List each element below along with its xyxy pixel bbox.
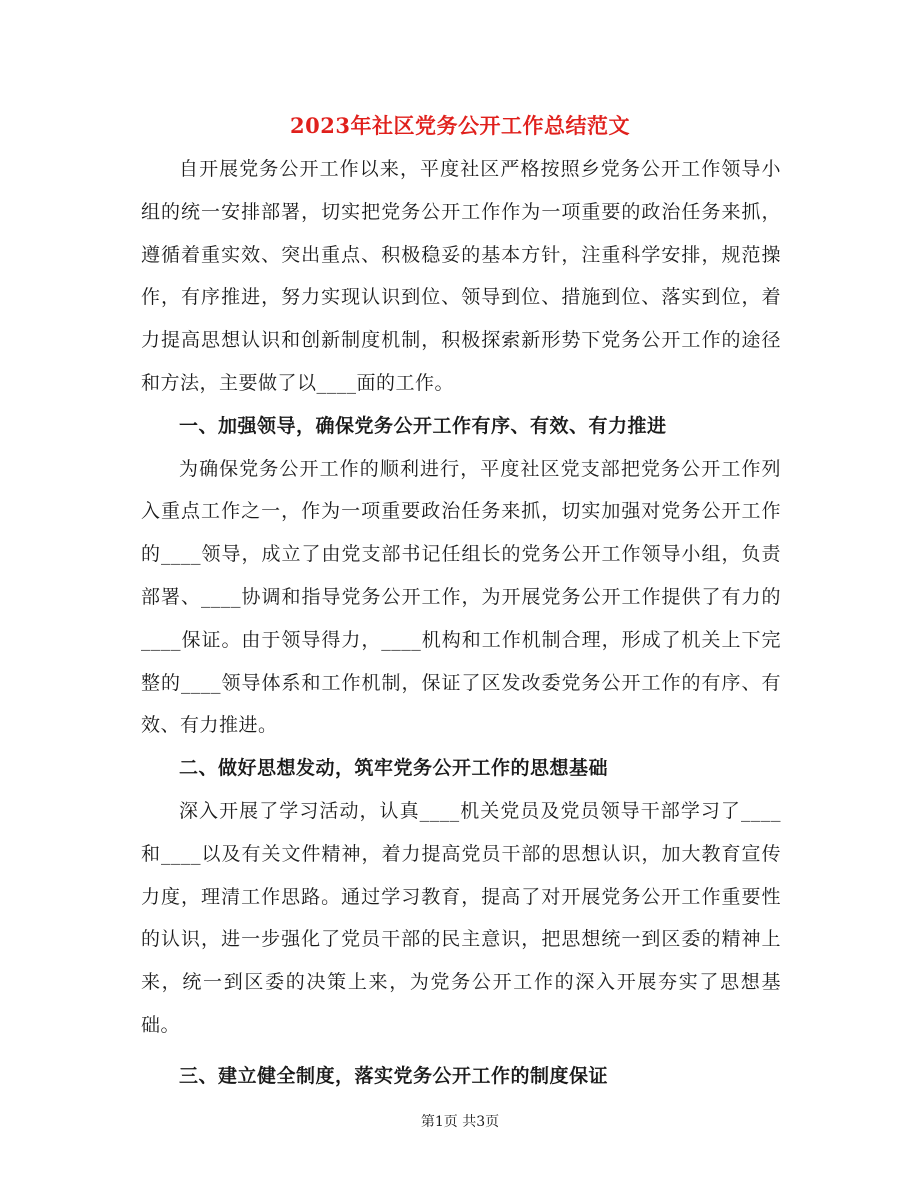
section-2-paragraph: 深入开展了学习活动，认真____机关党员及党员领导干部学习了____和____以及有关文件精神，着力提高党员干部的思想认识，加大教育宣传力度，理清工作思路。通过学习教育，提高了对开展党务公开工作重要性的认识，进一步强化了党员干部的民主意识，把思想统一到区委的精神上来，统一到区委的决策上来，为党务公开工作的深入开展夯实了思想基础。 (141, 799, 781, 1036)
page-number-footer: 第1页 共3页 (420, 1114, 500, 1130)
section-2-heading: 二、做好思想发动，筑牢党务公开工作的思想基础 (179, 757, 609, 780)
section-1-heading: 一、加强领导，确保党务公开工作有序、有效、有力推进 (179, 414, 667, 437)
section-1-paragraph: 为确保党务公开工作的顺利进行，平度社区党支部把党务公开工作列入重点工作之一，作为一项重要政治任务来抓，切实加强对党务公开工作的____领导，成立了由党支部书记任组长的党务公开工作领导小组，负责部署、____协调和指导党务公开工作，为开展党务公开工作提供了有力的____保证。由于领导得力，____机构和工作机制合理，形成了机关上下完整的____领导体系和工作机制，保证了区发改委党务公开工作的有序、有效、有力推进。 (141, 457, 781, 737)
intro-paragraph: 自开展党务公开工作以来，平度社区严格按照乡党务公开工作领导小组的统一安排部署，切实把党务公开工作作为一项重要的政治任务来抓，遵循着重实效、突出重点、积极稳妥的基本方针，注重科学安排，规范操作，有序推进，努力实现认识到位、领导到位、措施到位、落实到位，着力提高思想认识和创新制度机制，积极探索新形势下党务公开工作的途径和方法，主要做了以____面的工作。 (141, 158, 781, 394)
document-title: 2023年社区党务公开工作总结范文 (290, 113, 630, 138)
document-body (141, 148, 781, 1098)
section-3-heading: 三、建立健全制度，落实党务公开工作的制度保证 (179, 1064, 609, 1087)
